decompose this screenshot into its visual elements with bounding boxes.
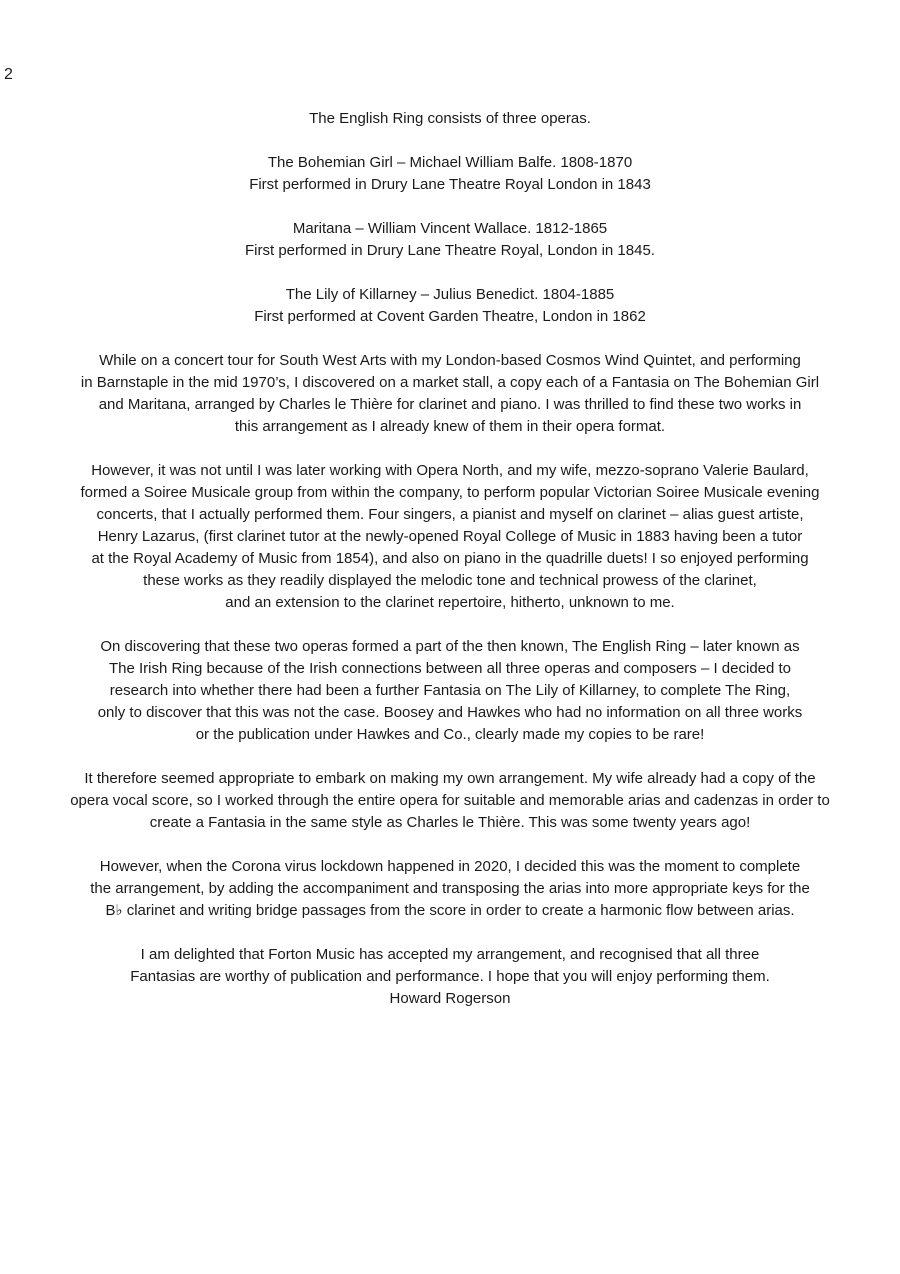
opera-premiere: First performed in Drury Lane Theatre Royal, London in 1845. <box>245 242 655 259</box>
text-line: Henry Lazarus, (first clarinet tutor at the newly-opened Royal College of Music in 1883 having been a tutor <box>97 528 803 545</box>
text-line: these works as they readily displayed the melodic tone and technical prowess of the clarinet, <box>143 572 757 589</box>
paragraph-opera-north <box>20 460 880 614</box>
opera-entry-bohemian-girl <box>20 152 880 196</box>
paragraph-lockdown <box>20 856 880 922</box>
opera-title: Maritana – William Vincent Wallace. 1812-1865 <box>292 220 608 237</box>
text-line: It therefore seemed appropriate to embark on making my own arrangement. My wife already had a copy of the <box>84 770 816 787</box>
opera-title: The Bohemian Girl – Michael William Balfe. 1808-1870 <box>267 154 633 171</box>
paragraph-concert-tour <box>20 350 880 438</box>
paragraph-own-arrangement <box>20 768 880 834</box>
text-line: research into whether there had been a further Fantasia on The Lily of Killarney, to complete The Ring, <box>109 682 791 699</box>
opera-entry-maritana <box>20 218 880 262</box>
text-line: I am delighted that Forton Music has accepted my arrangement, and recognised that all three <box>140 946 760 963</box>
paragraph-english-ring <box>20 636 880 746</box>
text-line: While on a concert tour for South West Arts with my London-based Cosmos Wind Quintet, and performing <box>99 352 801 369</box>
text-line: formed a Soiree Musicale group from within the company, to perform popular Victorian Soiree Musicale evening <box>80 484 820 501</box>
text-line: concerts, that I actually performed them. Four singers, a pianist and myself on clarinet – alias guest artiste, <box>96 506 804 523</box>
text-line: or the publication under Hawkes and Co., clearly made my copies to be rare! <box>195 726 705 743</box>
opera-premiere: First performed in Drury Lane Theatre Royal London in 1843 <box>249 176 651 193</box>
paragraph-closing <box>20 944 880 1010</box>
text-line: On discovering that these two operas formed a part of the then known, The English Ring – later known as <box>100 638 800 655</box>
opera-title: The Lily of Killarney – Julius Benedict. 1804-1885 <box>285 286 615 303</box>
text-line: in Barnstaple in the mid 1970’s, I discovered on a market stall, a copy each of a Fantasia on The Bohemian Girl <box>80 374 820 391</box>
opera-premiere: First performed at Covent Garden Theatre, London in 1862 <box>254 308 646 325</box>
text-line: However, when the Corona virus lockdown happened in 2020, I decided this was the moment to complete <box>99 858 801 875</box>
text-line: B♭ clarinet and writing bridge passages from the score in order to create a harmonic flow between arias. <box>105 902 795 919</box>
text-line: the arrangement, by adding the accompaniment and transposing the arias into more appropriate keys for the <box>90 880 810 897</box>
text-line: only to discover that this was not the case. Boosey and Hawkes who had no information on all three works <box>97 704 803 721</box>
document-body <box>20 108 880 1032</box>
page-number: 2 <box>4 66 13 83</box>
text-line: opera vocal score, so I worked through the entire opera for suitable and memorable arias and cadenzas in order to <box>70 792 830 809</box>
intro-paragraph <box>20 108 880 130</box>
intro-line: The English Ring consists of three operas. <box>309 110 591 127</box>
text-line: this arrangement as I already knew of them in their opera format. <box>234 418 666 435</box>
text-line: and Maritana, arranged by Charles le Thière for clarinet and piano. I was thrilled to find these two works in <box>98 396 802 413</box>
text-line: create a Fantasia in the same style as Charles le Thière. This was some twenty years ago! <box>149 814 751 831</box>
text-line: Fantasias are worthy of publication and performance. I hope that you will enjoy performing them. <box>130 968 770 985</box>
text-line: at the Royal Academy of Music from 1854), and also on piano in the quadrille duets! I so enjoyed performing <box>91 550 809 567</box>
text-line: The Irish Ring because of the Irish connections between all three operas and composers – I decided to <box>108 660 792 677</box>
text-line: However, it was not until I was later working with Opera North, and my wife, mezzo-soprano Valerie Baulard, <box>91 462 809 479</box>
author-signature: Howard Rogerson <box>389 990 511 1007</box>
text-line: and an extension to the clarinet repertoire, hitherto, unknown to me. <box>225 594 675 611</box>
opera-entry-lily-of-killarney <box>20 284 880 328</box>
